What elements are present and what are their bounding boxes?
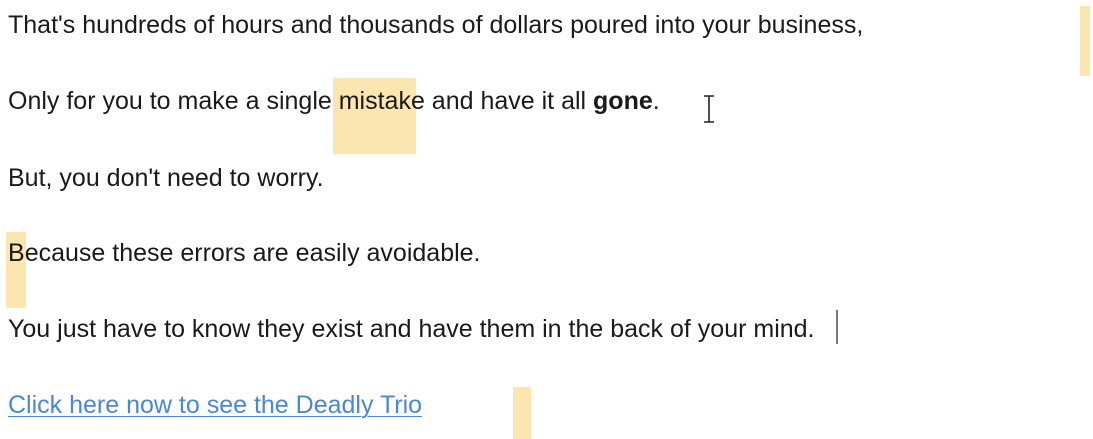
paragraph-3[interactable]	[8, 163, 324, 193]
bold-word-gone: gone	[593, 87, 653, 115]
paragraph-1-text: That's hundreds of hours and thousands of dollars poured into your business,	[8, 11, 864, 39]
paragraph-4[interactable]	[8, 238, 481, 268]
paragraph-2-text-before: Only for you to make a	[8, 87, 267, 115]
highlight-mark-trio	[513, 387, 531, 439]
paragraph-4-text: ecause these errors are easily avoidable.	[24, 239, 481, 267]
paragraph-1[interactable]	[8, 10, 863, 40]
paragraph-2[interactable]	[8, 86, 660, 116]
deadly-trio-link[interactable]: Click here now to see the Deadly Trio	[8, 391, 423, 419]
highlight-mark-edge	[1080, 6, 1090, 76]
paragraph-4-first-letter: B	[8, 239, 25, 267]
paragraph-6	[8, 390, 422, 420]
text-caret	[836, 310, 838, 344]
paragraph-3-text: But, you don't need to worry.	[8, 164, 324, 192]
paragraph-5-text-before: You just have to know they exist and have them in the back	[8, 315, 664, 343]
highlighted-word-single: single	[266, 87, 332, 115]
paragraph-5-text-after: of your mind.	[663, 315, 815, 343]
text-ibeam-cursor-icon	[702, 94, 716, 124]
paragraph-5[interactable]	[8, 314, 815, 344]
paragraph-2-text-middle: mistake and have it all	[331, 87, 594, 115]
paragraph-2-text-after: .	[652, 87, 660, 115]
